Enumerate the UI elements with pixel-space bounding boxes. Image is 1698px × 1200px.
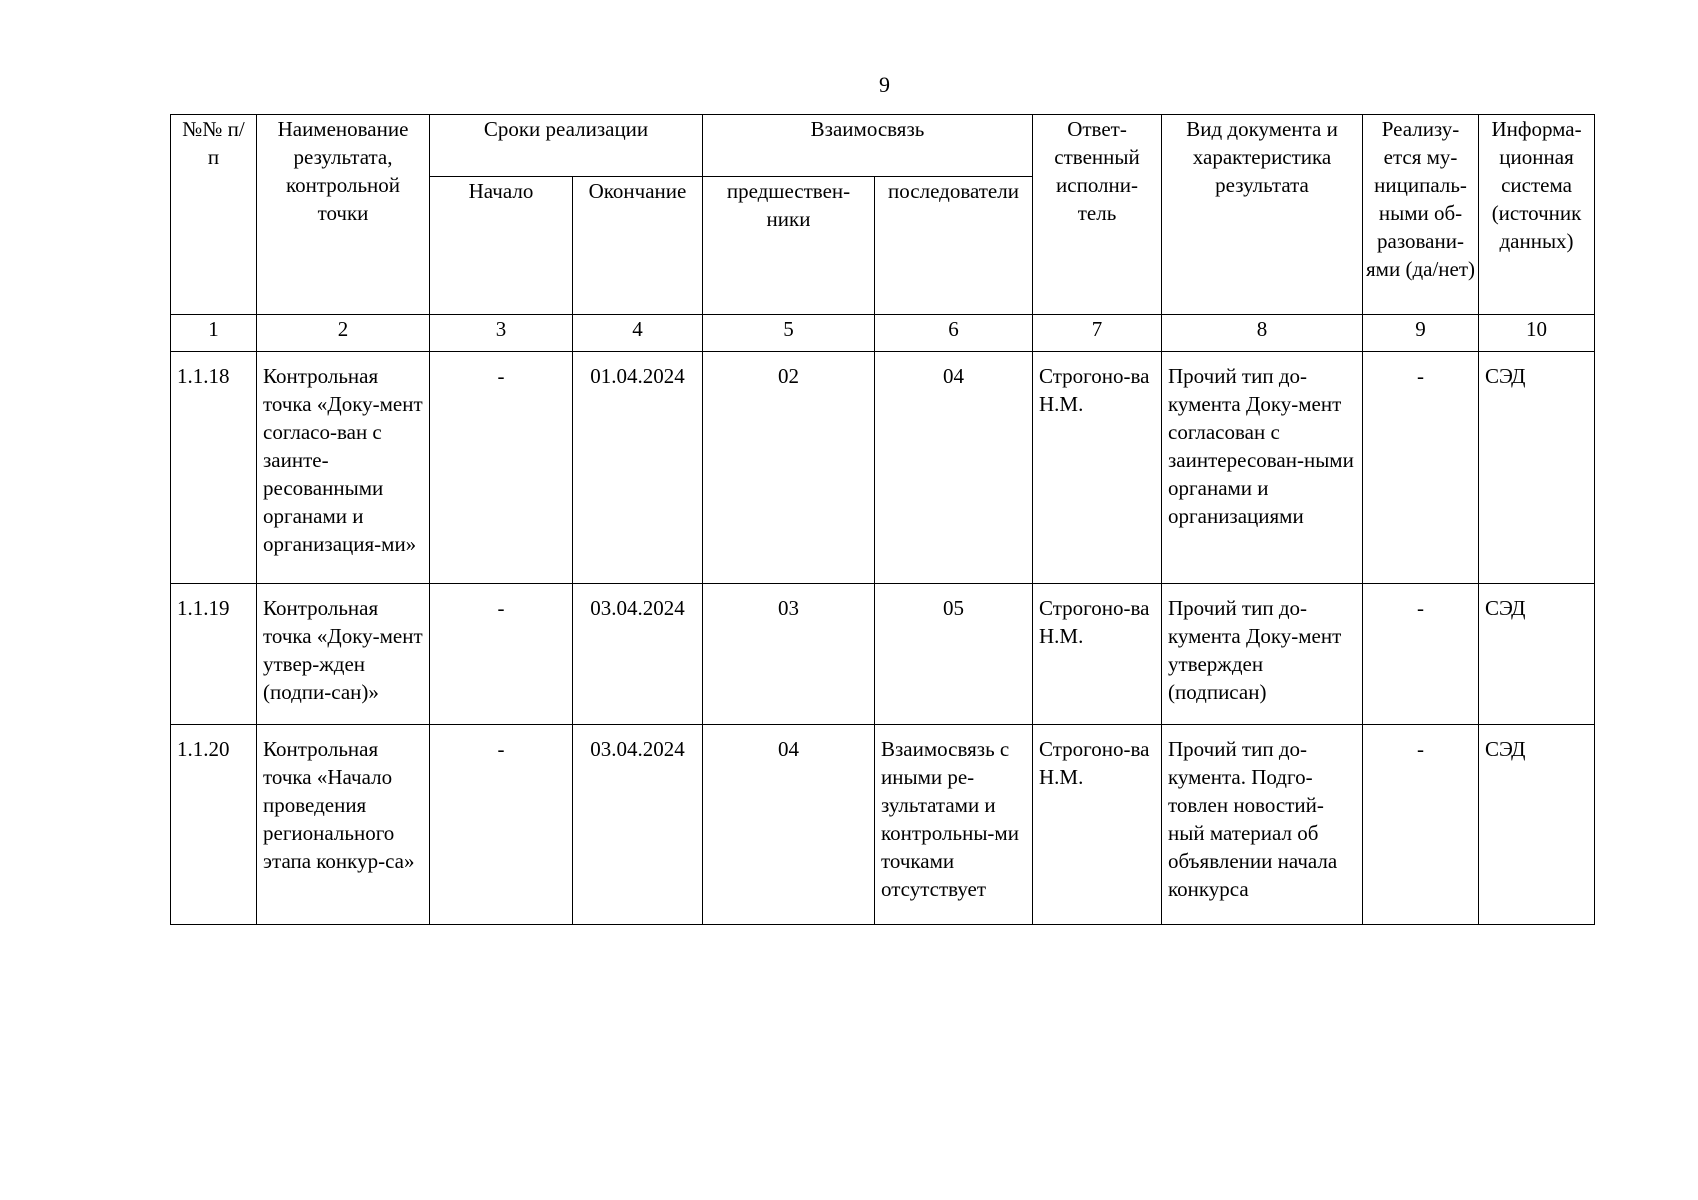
successors: 05 (943, 596, 964, 620)
responsible: Строгоно-ва Н.М. (1039, 364, 1150, 416)
column-number: 3 (430, 315, 573, 352)
predecessors: 04 (778, 737, 799, 761)
end-date: 01.04.2024 (590, 364, 685, 388)
column-number: 7 (1033, 315, 1162, 352)
header-dates-group: Сроки реализации (430, 115, 703, 177)
end-date: 03.04.2024 (590, 737, 685, 761)
table-row (171, 352, 1595, 584)
predecessors: 03 (778, 596, 799, 620)
municipal: - (1417, 737, 1425, 761)
municipal: - (1417, 364, 1425, 388)
start-date: - (497, 737, 505, 761)
column-number: 9 (1363, 315, 1479, 352)
page-number: 9 (879, 72, 890, 97)
header-start: Начало (430, 177, 573, 315)
header-responsible: Ответ-ственный исполни-тель (1033, 115, 1162, 315)
header-result-name: Наименование результата, контрольной точки (257, 115, 430, 315)
info-system: СЭД (1485, 596, 1526, 620)
header-successors: последователи (875, 177, 1033, 315)
result-name: Контрольная точка «Доку-мент утвер-жден (подпи-сан)» (263, 596, 423, 704)
column-number: 5 (703, 315, 875, 352)
column-number: 1 (171, 315, 257, 352)
header-municipal: Реализу-ется му-ниципаль-ными об-разовани-ями (да/нет) (1363, 115, 1479, 315)
start-date: - (497, 364, 505, 388)
row-number: 1.1.18 (177, 364, 230, 388)
result-name: Контрольная точка «Доку-мент согласо-ван с заинте-ресованными органами и организация-ми» (263, 364, 423, 556)
header-predecessors: предшествен-ники (703, 177, 875, 315)
column-number: 6 (875, 315, 1033, 352)
column-number: 8 (1162, 315, 1363, 352)
responsible: Строгоно-ва Н.М. (1039, 596, 1150, 648)
responsible: Строгоно-ва Н.М. (1039, 737, 1150, 789)
control-points-table (170, 114, 1595, 925)
doc-type: Прочий тип до-кумента. Подго-товлен новостий-ный материал об объявлении начала конкурса (1168, 737, 1338, 901)
row-number: 1.1.19 (177, 596, 230, 620)
header-info-system: Информа-ционная система (источник данных) (1479, 115, 1595, 315)
header-doc-type: Вид документа и характеристика результата (1162, 115, 1363, 315)
table-row (171, 725, 1595, 925)
doc-type: Прочий тип до-кумента Доку-мент утвержден (подписан) (1168, 596, 1342, 704)
municipal: - (1417, 596, 1425, 620)
column-numbers-row (171, 315, 1595, 352)
column-number: 4 (573, 315, 703, 352)
start-date: - (497, 596, 505, 620)
successors: Взаимосвязь с иными ре-зультатами и контрольны-ми точками отсутствует (881, 737, 1019, 901)
end-date: 03.04.2024 (590, 596, 685, 620)
row-number: 1.1.20 (177, 737, 230, 761)
info-system: СЭД (1485, 737, 1526, 761)
column-number: 2 (257, 315, 430, 352)
table-row (171, 584, 1595, 725)
header-relation-group: Взаимосвязь (703, 115, 1033, 177)
predecessors: 02 (778, 364, 799, 388)
result-name: Контрольная точка «Начало проведения регионального этапа конкур-са» (263, 737, 415, 873)
successors: 04 (943, 364, 964, 388)
header-number: №№ п/п (171, 115, 257, 315)
info-system: СЭД (1485, 364, 1526, 388)
doc-type: Прочий тип до-кумента Доку-мент согласован с заинтересован-ными органами и организациями (1168, 364, 1354, 528)
header-end: Окончание (573, 177, 703, 315)
column-number: 10 (1479, 315, 1595, 352)
